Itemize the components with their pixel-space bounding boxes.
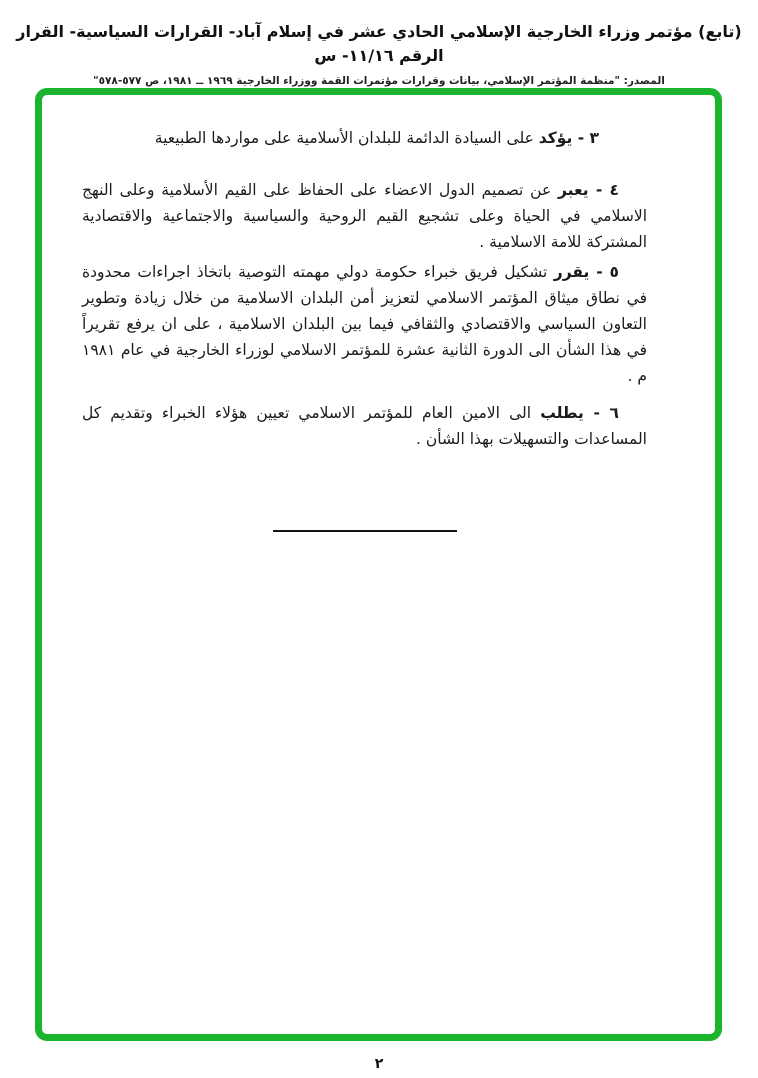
header-title: (تابع) مؤتمر وزراء الخارجية الإسلامي الحادي عشر في إسلام آباد- القرارات السياسية- القرار الرقم ١١/١٦- س bbox=[16, 22, 742, 65]
paragraph-5-text: تشكيل فريق خبراء حكومة دولي مهمته التوصية باتخاذ اجراءات محدودة في نطاق ميثاق المؤتمر الاسلامي لتعزيز أمن البلدان الاسلامية من خلال زيادة وتطوير التعاون السياسي والاقتصادي والثقافي فيما بين البلدان الاسلامية ، على ان يرفع تقريراً في هذا الشأن الى الدورة الثانية عشرة للمؤتمر الاسلامي لوزراء الخارجية في عام ١٩٨١ م . bbox=[82, 263, 647, 385]
resolution-paragraph-3 bbox=[82, 125, 647, 151]
paragraph-4-lead: يعبر bbox=[558, 181, 589, 199]
section-divider-line bbox=[273, 530, 457, 532]
paragraph-5-lead: يقرر bbox=[553, 263, 590, 281]
resolution-body bbox=[82, 125, 647, 532]
page-header bbox=[0, 20, 758, 89]
resolution-paragraph-4 bbox=[82, 177, 647, 255]
page-number: ٢ bbox=[374, 1056, 384, 1072]
paragraph-6-marker: ٦ - bbox=[583, 404, 620, 422]
paragraph-5-marker: ٥ - bbox=[589, 263, 619, 281]
resolution-paragraph-5 bbox=[82, 259, 647, 389]
resolution-paragraph-6 bbox=[82, 400, 647, 452]
paragraph-3-lead: يؤكد bbox=[538, 129, 573, 147]
paragraph-4-text: عن تصميم الدول الاعضاء على الحفاظ على القيم الأسلامية وعلى النهج الاسلامي في الحياة وعلى تشجيع القيم الروحية والسياسية والاجتماعية والاقتصادية المشتركة للامة الاسلامية . bbox=[82, 181, 647, 251]
paragraph-4-marker: ٤ - bbox=[588, 181, 619, 199]
paragraph-3-text: على السيادة الدائمة للبلدان الأسلامية على مواردها الطبيعية bbox=[154, 129, 539, 147]
green-border-content-box bbox=[35, 88, 722, 1041]
paragraph-6-lead: يطلب bbox=[540, 404, 584, 422]
header-source-line: المصدر: "منظمة المؤتمر الإسلامي، بيانات وقرارات مؤتمرات القمة ووزراء الخارجية ١٩٦٩ ــ ١٩٨١، ص ٥٧٧-٥٧٨" bbox=[93, 75, 665, 87]
paragraph-3-marker: ٣ - bbox=[572, 129, 599, 147]
paragraph-6-text: الى الامين العام للمؤتمر الاسلامي تعيين هؤلاء الخبراء وتقديم كل المساعدات والتسهيلات بهذا الشأن . bbox=[82, 404, 647, 448]
